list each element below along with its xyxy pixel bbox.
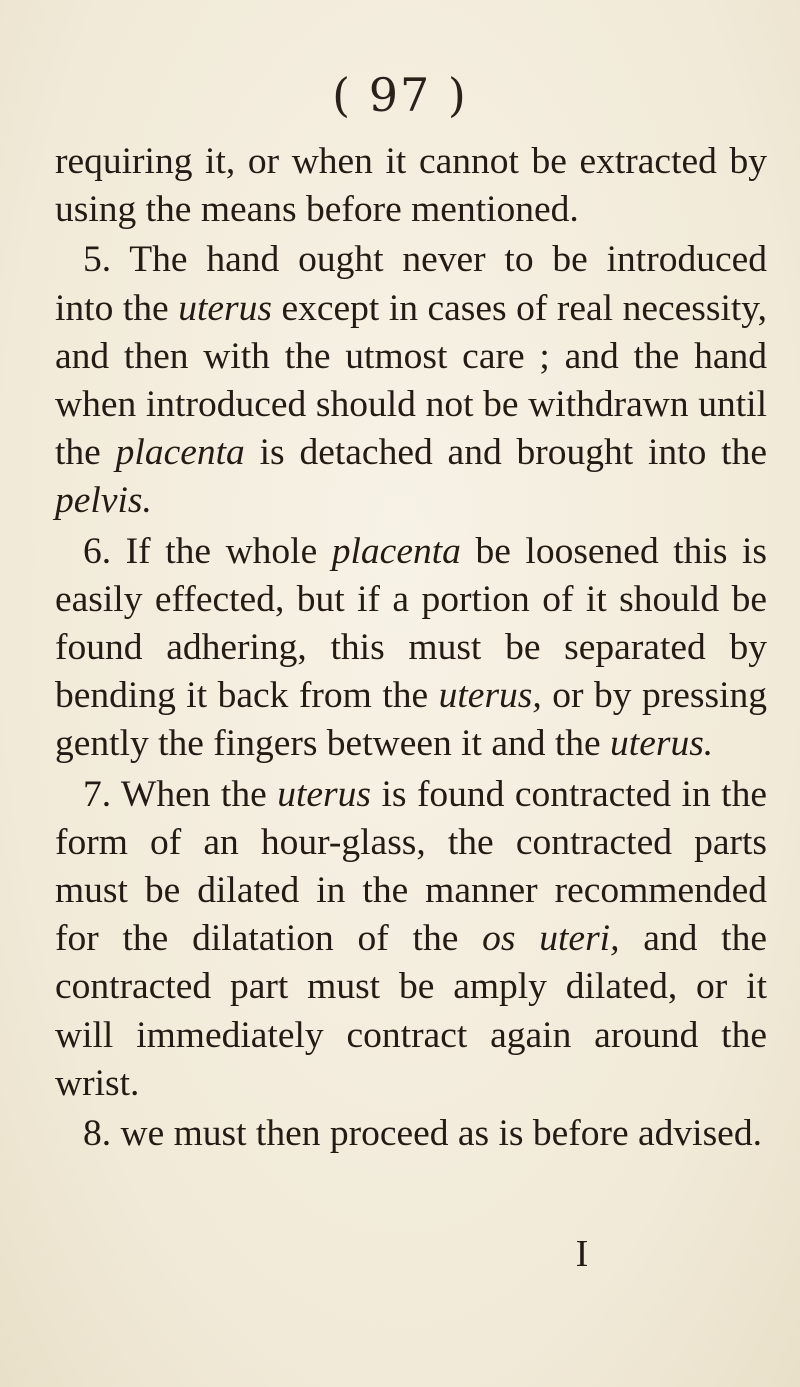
paragraph-7 xyxy=(55,771,767,1108)
text-run: except in cases of real necessity, and then with the utmost care ; and the hand when introduced should not be withdrawn until the xyxy=(55,287,767,474)
italic-term: pelvis. xyxy=(55,480,152,522)
italic-term: uterus. xyxy=(610,723,714,765)
italic-term: uterus, xyxy=(438,675,542,717)
text-run: requiring it, or when it cannot be extracted by using the means before mentioned. xyxy=(55,141,767,231)
page-number: ( 97 ) xyxy=(332,68,468,122)
italic-term: placenta xyxy=(115,432,245,474)
italic-term: uterus xyxy=(277,773,371,815)
italic-term: placenta xyxy=(331,530,461,572)
body-text xyxy=(55,138,767,1158)
paragraph-5 xyxy=(55,236,767,525)
paragraph-continuation xyxy=(55,138,767,234)
text-run: be loosened this is easily effected, but if a portion of it should be found adhering, this must be separated by bending it back from the xyxy=(55,530,767,717)
paragraph-6 xyxy=(55,528,767,769)
text-run: and the contracted part must be amply dilated, or it will immediately contract again around the wrist. xyxy=(55,918,767,1104)
paragraph-8 xyxy=(55,1110,767,1158)
text-run: 6. If the whole xyxy=(83,530,332,572)
text-run: is found contracted in the form of an hour-glass, the contracted parts must be dilated in the manner recommended for the dilatation of the xyxy=(55,773,767,960)
text-run: 5. The hand ought never to be introduced into the xyxy=(55,239,767,329)
text-run: or by pressing gently the fingers between it and the xyxy=(55,675,767,765)
text-run: is detached and brought into the xyxy=(244,432,767,474)
italic-term: os uteri, xyxy=(482,918,620,960)
text-run: 8. we must then proceed as is before advised. xyxy=(83,1113,762,1155)
catchword: I xyxy=(575,1233,589,1275)
italic-term: uterus xyxy=(178,287,272,329)
text-run: 7. When the xyxy=(83,773,278,815)
